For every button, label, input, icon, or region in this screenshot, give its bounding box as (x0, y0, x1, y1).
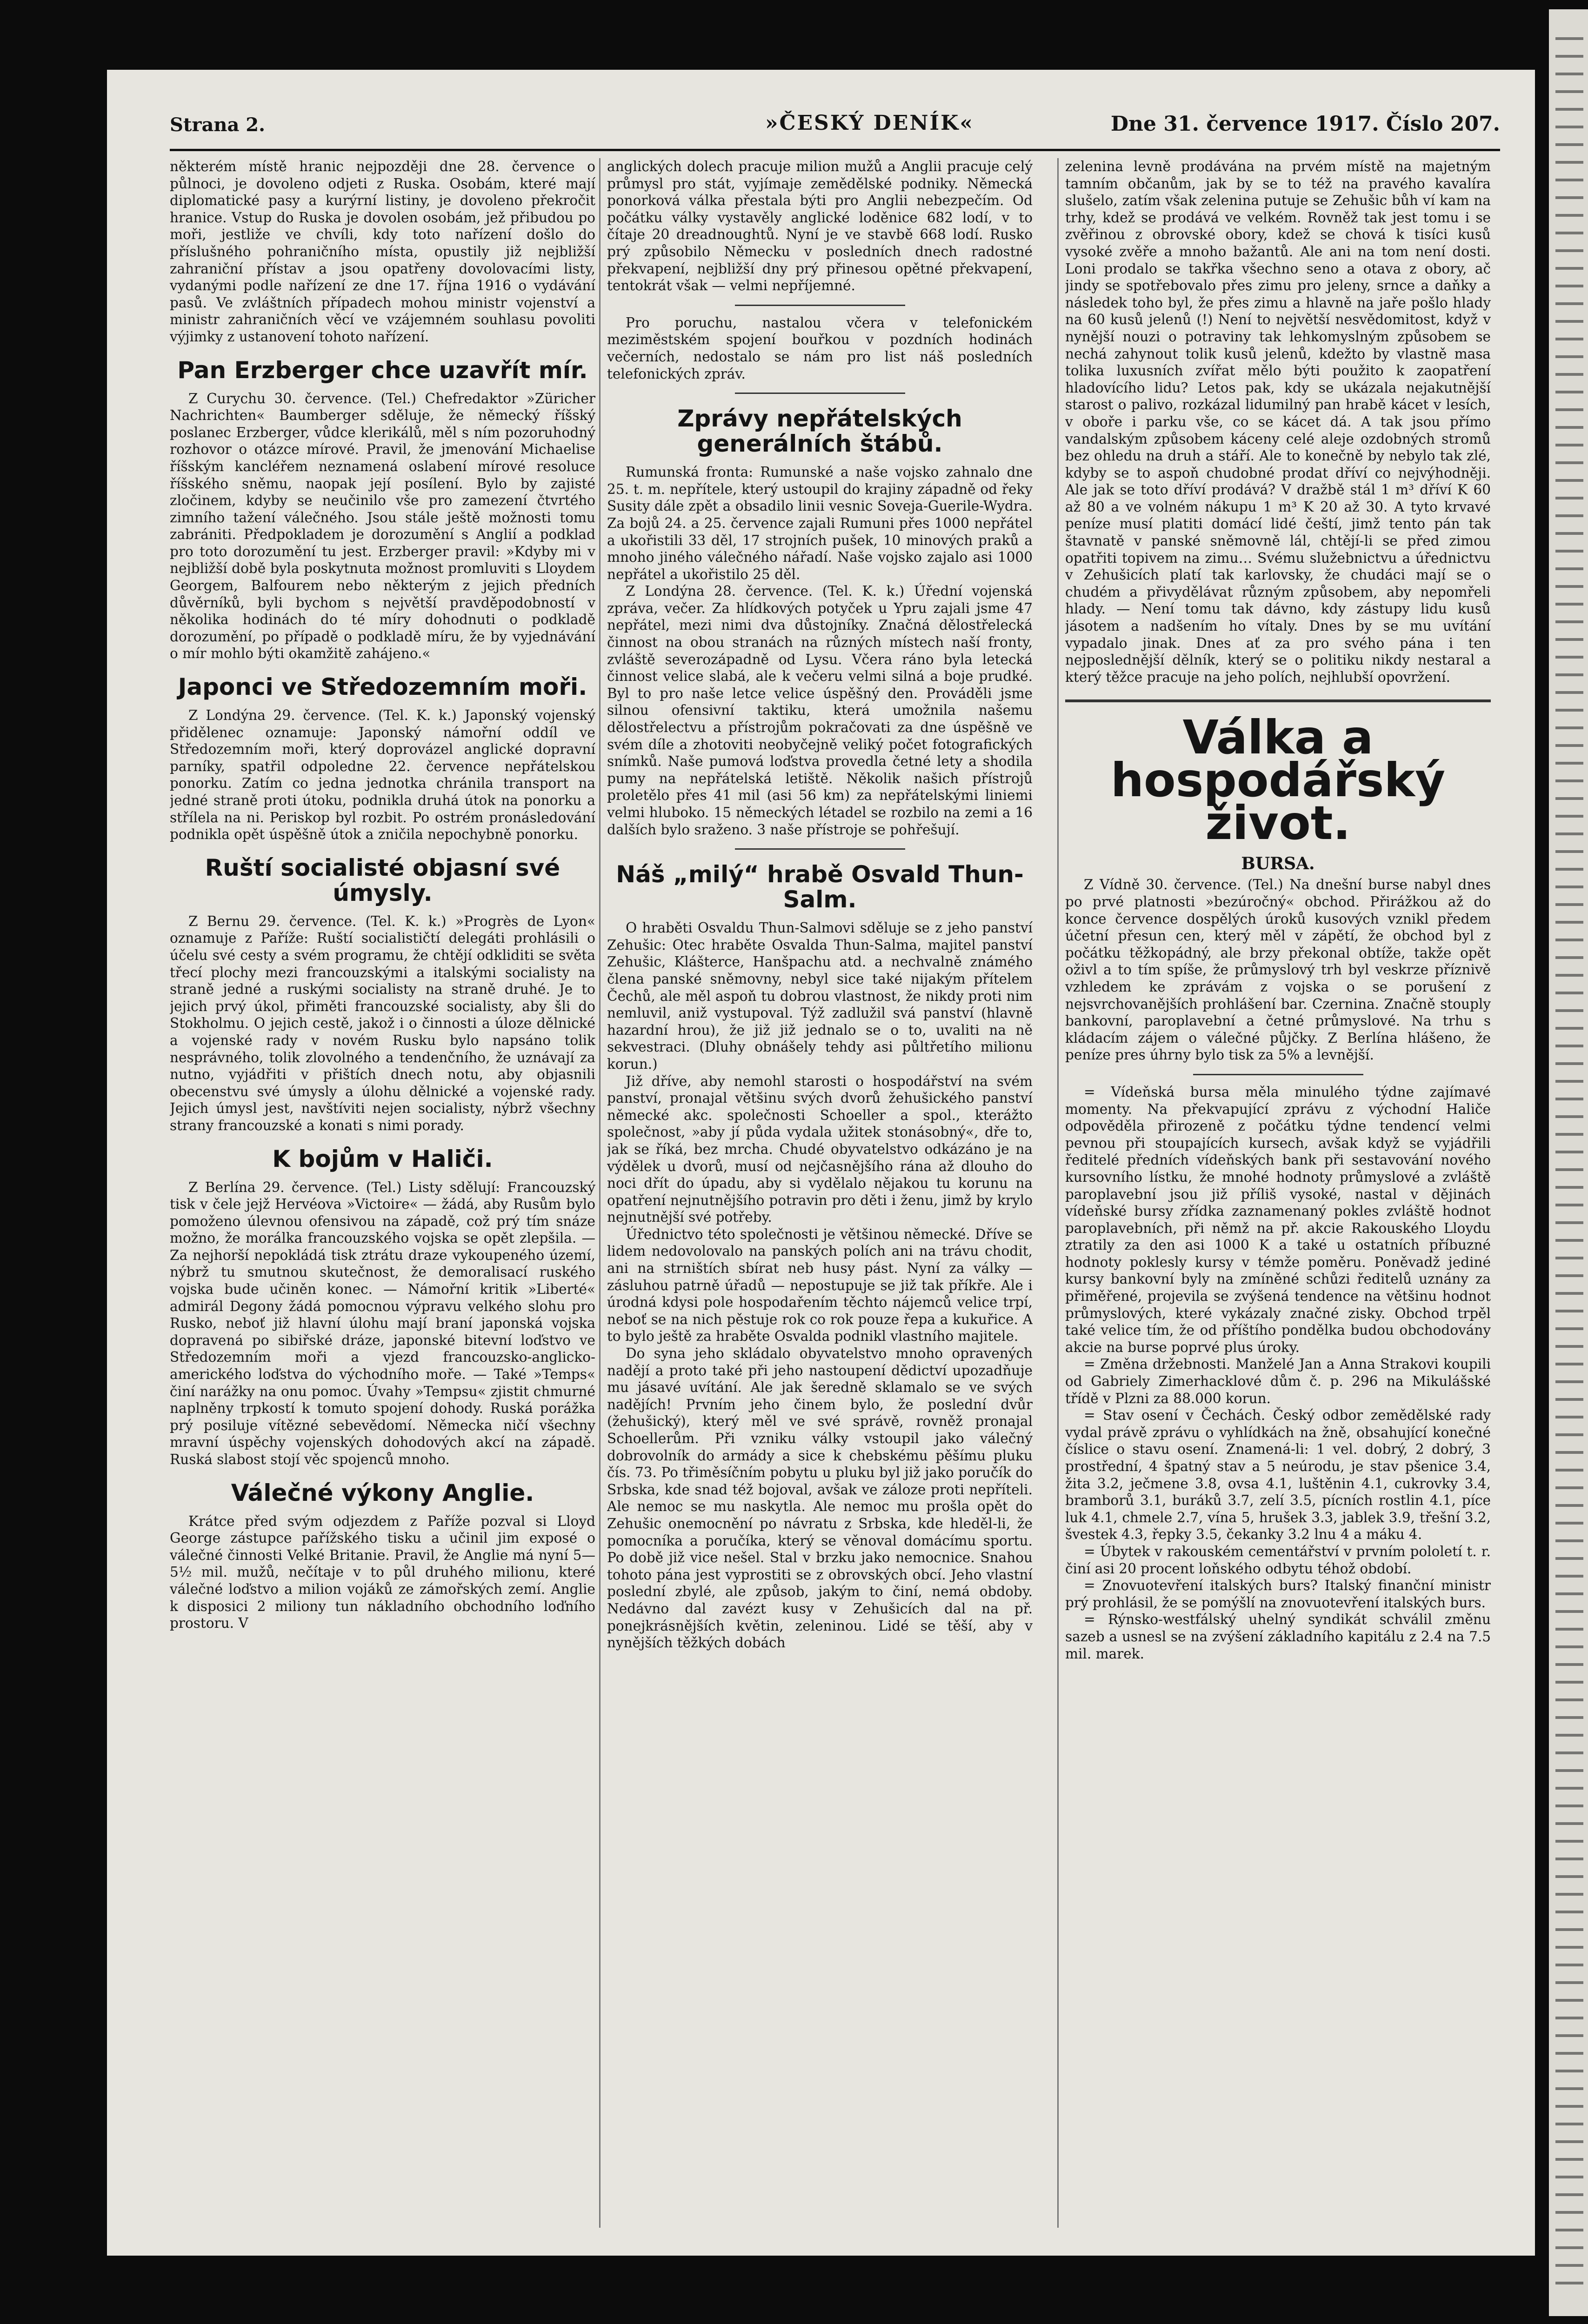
headline-japonci: Japonci ve Středozemním moři. (178, 673, 587, 701)
headline-socialiste: Ruští socialisté objasní své úmysly. (205, 854, 560, 906)
article-continuation: některém místě hranic nejpozději dne 28. července o půlnoci, je dovoleno odjeti z Ruska. Osobám, které mají diplomatické pasy a kurýrní listiny, je dovoleno překročit hranice. Vstup do Ruska je dovolen osobám, jež přibudou po moři, jestliže ve chvíli, kdy toto nařízení došlo do příslušného pohraničního místa, opustily již nejbližší zahraniční přístav a jsou opatřeny dovolovacími listy, vydanými podle nařízení ze dne 17. října 1916 o vydávání pasů. Ve zvláštních případech mohou ministr vojenství a ministr zahraničních věcí ve vzájemném souhlasu povoliti výjimky z ustanovení tohoto nařízení. (170, 159, 595, 345)
newspaper-page (107, 70, 1535, 2256)
news-item: = Úbytek v rakouském cementářství v prvním pololetí t. r. činí asi 20 procent loňského odbytu téhož období. (1065, 1543, 1491, 1577)
news-item: = Vídeňská bursa měla minulého týdne zajímavé momenty. Na překvapující zprávu z východní Haliče odpověděla přirozeně z počátku týdne tendencí velmi pevnou při stoupajících kursech, avšak když se vyjádřili ředitelé předních vídeňských bank při sestavování nového kursovního lístku, že mnohé hodnoty průmyslové a zvláště paroplavební jsou již příliš vysoké, nastal v dějinách vídeňské bursy zřídka zaznamenaný pokles zvláště hodnot paroplavebních, při němž na př. akcie Rakouského Lloydu ztratily za den asi 1000 K a také u ostatních příbuzné hodnoty poklesly kursy v témže poměru. Poněvadž jediné kursy bankovní byly na zmíněné schůzi ředitelů uznány za přiměřené, projevila se zvýšená tendence na většinu hodnot průmyslových, které vykázaly značné zisky. Obchod trpěl také velice tím, že od příštího pondělka budou obchodovány akcie na burse poprvé plus úroky. (1065, 1084, 1491, 1355)
article-hrabe: Do syna jeho skládalo obyvatelstvo mnoho opravených nadějí a proto také při jeho nastoupení dědictví upozadňuje mu jásavé uvítání. Ale jak šeredně sklamalo se ve svých nadějích! Prvním jeho činem bylo, že poslední dvůr (žehušický), který měl ve své správě, rovněž pronajal Schoellerům. Při vzniku války vstoupil jako válečný dobrovolník do armády a sice k chebskému pěšímu pluku čís. 73. Po třiměsíčním pobytu u pluku byl již jako poručík do Srbska, kde snad též bojoval, avšak ve záloze proti nepříteli. Ale nemoc se mu naskytla. Ale nemoc mu prošla opět do Zehušic onemocnění po návratu z Srbska, kde hleděl-li, že pomocníka a poručíka, který se věnoval domácímu sportu. Po době již vice nešel. Stal v brzku jako nemocnice. Snahou tohoto pána jest vyprostiti se z obrovských obcí. Jeho vlastní poslední zbylé, ale způsob, jakým to činí, nemá obdoby. Nedávno dal zavézt kusy v Zehušicích dal na př. ponejkrásnějších květin, zeleninou. Lidé se těší, aby v nynějších těžkých dobách (607, 1345, 1033, 1651)
separator (735, 848, 905, 850)
adjacent-page-edge (1549, 9, 1588, 2316)
news-item: = Rýnsko-westfálský uhelný syndikát schválil změnu sazeb a usnesl se na zvýšení základního kapitálu z 2.4 na 7.5 mil. marek. (1065, 1611, 1491, 1662)
page-header (170, 109, 1500, 146)
headline-zpravy: Zprávy nepřátelských generálních štábů. (677, 405, 962, 458)
separator (1193, 1074, 1363, 1075)
column-1 (170, 158, 595, 2237)
article-londyn: Z Londýna 28. července. (Tel. K. k.) Úřední vojenská zpráva, večer. Za hlídkových potyček u Ypru zajali jsme 47 nepřátel, mezi nimi dva důstojníky. Značná dělostřelecká činnost na obou stranách na různých místech naší fronty, zvláště severozápadně od Lysu. Včera ráno byla letecká činnost velice slabá, ale k večeru velmi silná a boje prudké. Byl to pro naše letce velice úspěšný den. Prováděli jsme silnou ofensivní taktiku, která umožnila našemu dělostřelectvu a přístrojům pokračovati za dne úspěšně ve svém díle a zhotoviti neobyčejně veliký počet fotografických snímků. Naše pumová loďstva provedla četné lety a shodila pumy na nepřátelská letiště. Několik našich přístrojů proletělo přes 41 mil (asi 56 km) za nepřátelskými liniemi velmi hluboko. 15 německých létadel se rozbilo na zemi a 16 dalších bylo sraženo. 3 naše přístroje se pohřešují. (607, 583, 1033, 838)
separator (735, 393, 905, 394)
article-hrabe: Již dříve, aby nemohl starosti o hospodářství na svém panství, pronajal většinu svých dvorů žehušického panství německé akc. společnosti Schoeller a spol., kterážto společnost, »aby jí půda vydala užitek stonásobný«, dře to, jak se říká, bez mrcha. Chudé obyvatelstvo odkázáno je na výdělek u dvorů, musí od nejčasnějšího rána až dlouho do noci dřít do úpadu, aby si vydělalo nějakou tu korunu na opatření nejnutnějšího potravin pro děti i ženu, jimž by krylo nejnutnější své potřeby. (607, 1073, 1033, 1225)
news-item: = Změna držebnosti. Manželé Jan a Anna Strakovi koupili od Gabriely Zimerhacklové dům č. p. 296 na Mikulášské třídě v Plzni za 88.000 korun. (1065, 1356, 1491, 1406)
date-issue: Dne 31. července 1917. Číslo 207. (1110, 112, 1500, 136)
article-socialiste: Z Bernu 29. července. (Tel. K. k.) »Progrès de Lyon« oznamuje z Paříže: Ruští socialističtí delegáti prohlásili o účelu své cesty a svém programu, že chtějí odkliditi se světa třecí plochy mezi francouzskými a italskými socialisty na straně jedné a ruskými socialisty na straně druhé. Je to jejich prvý úkol, přiměti francouzské socialisty, aby šli do Stokholmu. O jejich cestě, jakož i o činnosti a úloze dělnické a vojenské rady v novém Rusku bylo napsáno tolik nesprávného, tolik zlovolného a tendenčního, že uznávají za nutno, vyjádřiti v přištích dnech notu, aby objasnili obecenstvu své úmysly a úlohu dělnické a vojenské rady. Jejich úmysl jest, navštíviti nejen socialisty, nýbrž všechny strany francouzské a konati s nimi porady. (170, 913, 595, 1133)
column-divider (599, 158, 601, 2228)
headline-hrabe: Náš „milý“ hrabě Osvald Thun-Salm. (616, 861, 1024, 913)
column-3 (1065, 158, 1491, 2237)
article-japonci: Z Londýna 29. července. (Tel. K. k.) Japonský vojenský přidělenec oznamuje: Japonský námořní oddíl ve Středozemním moři, který doprovázel anglické dopravní parníky, spatřil odpoledne 22. července nepřátelskou ponorku. Zatím co jedna jednotka chránila transport na jedné straně proti útoku, podnikla druhá útok na ponorku a střílela na ni. Periskop byl rozbit. Po ostrém pronásledování podnikla opět úspěšně útok a zničila nepochybně ponorku. (170, 707, 595, 843)
article-valecne-vykony: Krátce před svým odjezdem z Paříže pozval si Lloyd George zástupce pařížského tisku a učinil jim exposé o válečné činnosti Velké Britanie. Pravil, že Anglie má nyní 5—5½ mil. mužů, nečítaje v to půl druhého milionu, které válečné loďstvo a milion vojáků ze zámořských zemí. Anglie k disposici 2 miliony tun nákladního obchodního loďního prostoru. V (170, 1513, 595, 1631)
article-rumunsko: Rumunská fronta: Rumunské a naše vojsko zahnalo dne 25. t. m. nepřítele, který ustoupil do krajiny západně od řeky Susity dále zpět a obsadilo linii vesnic Soveja-Guerile-Wydra. Za bojů 24. a 25. července zajali Rumuni přes 1000 nepřátel a ukořistili 33 děl, 17 strojních pušek, 10 minových praků a mnoho jiného válečného nářadí. Naše vojsko zajalo asi 1000 nepřátel a ukořistilo 25 děl. (607, 464, 1033, 582)
headline-valecne-vykony: Válečné výkony Anglie. (231, 1479, 534, 1506)
news-item: = Stav osení v Čechách. Český odbor zemědělské rady vydal právě zprávu o vyhlídkách na žně, obsahující konečné číslice o stavu osení. Znamená-li: 1 vel. dobrý, 2 dobrý, 3 prostřední, 4 špatný stav a 5 neúrodu, je stav pšenice 3.4, žita 3.2, ječmene 3.8, ovsa 4.1, luštěnin 4.1, cukrovky 3.4, bramborů 3.1, buráků 3.7, zelí 3.5, pícních rostlin 4.1, píce luk 4.1, chmele 2.7, vína 5, hrušek 3.3, jablek 3.9, třešní 3.2, švestek 4.3, řepky 3.5, čekanky 3.2 lnu 4 a máku 4. (1065, 1407, 1491, 1543)
article-halic: Z Berlína 29. července. (Tel.) Listy sdělují: Francouzský tisk v čele jejž Hervéova »Victoire« — žádá, aby Rusům bylo pomoženo úlevnou ofensivou na západě, což prý tím snáze možno, že morálka francouzského vojska se opět zlepšila. — Za nejhorší nepokládá tisk ztrátu draze vykoupeného území, nýbrž tu smutnou skutečnost, že demoralisací ruského vojska bude učiněn konec. — Námořní kritik »Liberté« admirál Degony žádá pomocnou výpravu velkého slohu pro Rusko, neboť již hlavní úlohu mají braní japonská vojska dopravená po sibiřské dráze, japonské bitevní loďstvo ve Středozemním moři a vjezd francouzsko-anglicko-amerického loďstva do východního moře. — Také »Temps« činí narážky na onu pomoc. Úvahy »Tempsu« zjistit chmurné naplněny trpkostí k tomuto spojení dohody. Ruská porážka prý posiluje vítězné sebevědomí. Německa ničí všechny mravní úspěchy vojenských dohodových akcí na západě. Ruská slabost stojí věc spojenců mnoho. (170, 1179, 595, 1467)
subheadline-bursa: BURSA. (1241, 854, 1315, 874)
news-item: = Znovuotevření italských burs? Italský finanční ministr prý prohlásil, že se pomýšlí na znovuotevření italských burs. (1065, 1578, 1491, 1611)
article-erzberger: Z Curychu 30. července. (Tel.) Chefredaktor »Züricher Nachrichten« Baumberger sděluje, že německý říšský poslanec Erzberger, vůdce klerikálů, měl s ním pozoruhodný rozhovor o otázce mírové. Pravil, že jmenování Michaelise říšským kancléřem neznamená oslabení mírové resoluce říšského sněmu, naopak její posílení. Bylo by zajisté zločinem, kdyby se neučinilo vše pro zamezení čtvrtého zimního tažení válečného. Jsou stále ještě možnosti tomu zabrániti. Předpokladem je dorozumění s Anglií a podklad pro toto dorozumění tu jest. Erzberger pravil: »Kdyby mi v nejbližší době byla poskytnuta možnost promluviti s Lloydem Georgem, Balfourem nebo některým z jejich předních důvěrníků, byli bychom s největší pravděpodobností v několika hodinách do té míry dohodnuti o podkladě dorozumění, po případě o podkladě míru, že by vyjednávání o mír mohlo býti okamžitě zahájeno.« (170, 390, 595, 662)
article-continuation: anglických dolech pracuje milion mužů a Anglii pracuje celý průmysl pro stát, vyjímaje zemědělské podniky. Německá ponorková válka přestala býti pro Anglii nebezpečím. Od počátku války vystavěly anglické loděnice 682 lodí, v to čítaje 20 dreadnoughtů. Nyní je ve stavbě 668 lodí. Rusko prý způsobilo Německu v posledních dnech radostné překvapení, nejbližší dny prý přinesou opětné překvapení, tentokrát však — velmi nepříjemné. (607, 159, 1033, 294)
headline-erzberger: Pan Erzberger chce uzavřít mír. (177, 356, 588, 384)
page-number: Strana 2. (170, 114, 266, 136)
article-hrabe: O hraběti Osvaldu Thun-Salmovi sděluje se z jeho panství Zehušic: Otec hraběte Osvalda Thun-Salma, majitel panství Zehušic, Klášterce, Hanšpachu atd. a nechvalně známého člena panské sněmovny, nebyl sice také nijakým přítelem Čechů, ale měl aspoň tu dobrou vlastnost, že nikdy proti nim nemluvil, aniž vystupoval. Týž zadlužil svá panství (hlavně hazardní hrou), že již již jednalo se o to, uvaliti na ně sekvestraci. (Dluhy obnášely tehdy asi půltřetího milionu korun.) (607, 920, 1033, 1072)
headline-halic: K bojům v Haliči. (272, 1145, 493, 1172)
header-rule (170, 149, 1500, 151)
article-continuation: zelenina levně prodávána na prvém místě na majetným tamním občanům, jak by se to též na pravého kavalíra slušelo, zatím však zelenina putuje se Zehušic bůh ví kam na trhy, kdež se prodává ve velkém. Rovněž tak jest tomu i se zvěřinou z obrovské obory, kdež se chová k tisíci kusů vysoké zvěře a mnoho bažantů. Ale ani na tom není dosti. Loni prodalo se takřka všechno seno a otava z obory, ač jindy se spotřebovalo přes zimu pro jeleny, srnce a daňky a následek toho byl, že přes zimu a hlavně na jaře pošlo hlady na 60 kusů jelenů (!) Není to největší nesvědomitost, když v nynější nouzi o potraviny tak lehkomyslným způsobem se nechá zahynout tolik kusů jelenů, kdežto by vlastně masa tolika luxusních zvířat mělo býti použito k zaopatření hladovícího lidu? Letos pak, kdy se ukázala nejakutnější starost o palivo, rozkázal lidumilný pan hrabě kácet v lesích, v oboře i parku vše, co se kácet dá. A tak jsou přímo vandalským způsobem káceny celé aleje ozdobných stromů bez ohledu na druh a stáří. Ale to konečně by nebylo tak zlé, kdyby se to aspoň chudobné prodat dříví co nejvýhodněji. Ale jak se toto dříví prodává? V dražbě stál 1 m³ dříví K 60 až 80 a ve volném nákupu 1 m³ K 20 až 30. A tyto krvavé peníze musí platiti domácí lidé čeští, jimž tento pán tak štavnatě v panské sněmovně lál, chtějí-li se před zimou opatřiti topivem na zimu… Svému služebnictvu a úřednictvu v Zehušicích platí tak karlovsky, že chudáci mají se o chudém a přivydělávat různým způsobem, aby nepomřeli hlady. — Není tomu tak dávno, kdy zástupy lidu kusů jásotem a nadšením ho vítaly. Dnes by se mu uvítání vypadalo jinak. Dnes ať za pro svého pána i ten nejposlednější dělník, který se o politiku nikdy nestaral a který těžce pracuje na jeho polích, nejhlubší opovržení. (1065, 159, 1491, 685)
article-bursa: Z Vídně 30. července. (Tel.) Na dnešní burse nabyl dnes po prvé platnosti »bezúročný« obchod. Přirážkou až do konce července dospělých úroků kusových vznikl předem účetní přesun cen, který měl v zápětí, že obchod byl z počátku těžkopádný, ale brzy překonal obtíže, takže opět oživl a to tím spíše, že průmyslový trh byl veskrze příznivě vzhledem ke zprávám z vojska o se porušení z nejsvrchovanějších prohlášení bar. Czernina. Značně stouply bankovní, paroplavební a četné průmyslové. Na trhu s kládacím zájem o válečné půjčky. Z Berlína hlášeno, že peníze pres úhrny bylo tisk za 5% a levnější. (1065, 877, 1491, 1063)
newspaper-title: »ČESKÝ DENÍK« (765, 111, 974, 135)
separator (1065, 699, 1491, 702)
headline-valka: Válka a hospodářský život. (1110, 710, 1446, 851)
separator (735, 305, 905, 306)
column-divider (1057, 158, 1059, 2228)
column-2 (607, 158, 1033, 2237)
article-telefon: Pro poruchu, nastalou včera v telefonickém meziměstském spojení bouřkou v pozdních hodinách večerních, nedostalo se nám pro list náš posledních telefonických zpráv. (607, 314, 1033, 382)
article-hrabe: Úřednictvo této společnosti je většinou německé. Dříve se lidem nedovolovalo na panských polích ani na trávu chodit, ani na strništích sbírat neb husy pást. Nyní za války — zásluhou patrně úřadů — nepostupuje se již tak příkře. Ale i úrodná kdysi pole hospodařením těchto nájemců velice trpí, neboť se na nich pěstuje rok co rok pouze řepa a kukuřice. A to bylo ještě za hraběte Osvalda podnikl vlastního majitele. (607, 1226, 1033, 1345)
